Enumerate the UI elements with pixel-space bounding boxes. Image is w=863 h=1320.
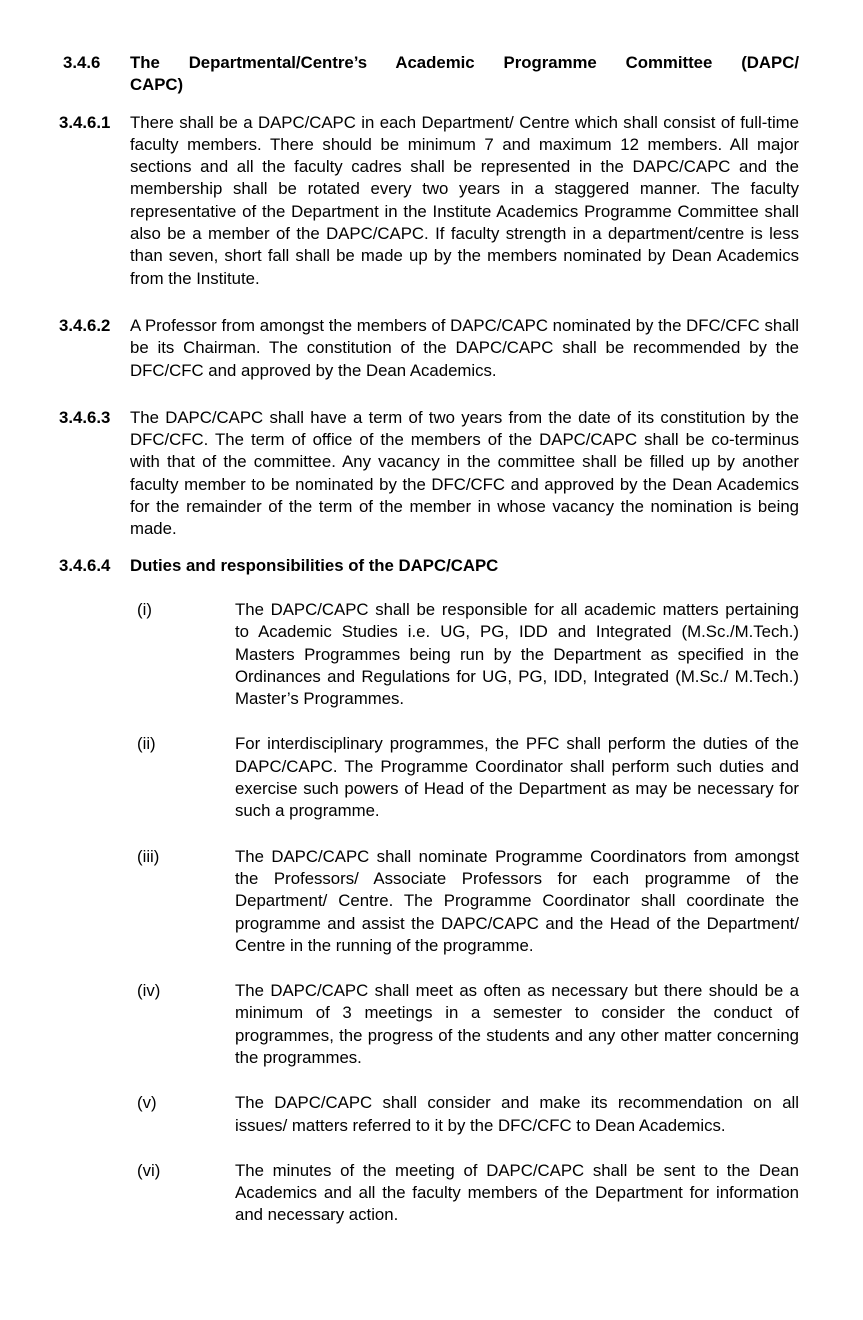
clause-number: 3.4.6.3 — [59, 407, 111, 427]
clause-number: 3.4.6.4 — [59, 555, 111, 575]
clause-number: 3.4.6.2 — [59, 315, 111, 335]
section-title-line1: The Departmental/Centre’s Academic Programme Committee (DAPC/ — [130, 53, 799, 72]
duty-item-iii — [59, 846, 799, 957]
clause-text: There shall be a DAPC/CAPC in each Department/ Centre which shall consist of full-time faculty members. There should be minimum 7 and maximum 12 members. All major sections and all the faculty cadres shall be represented in the DAPC/CAPC and the membership shall be rotated every two years in a staggered manner. The faculty representative of the Department in the Institute Academics Programme Committee shall also be a member of the DAPC/CAPC. If faculty strength in a department/centre is less than seven, short fall shall be made up by the members nominated by Dean Academics from the Institute. — [130, 112, 799, 288]
clause-3-4-6-1 — [59, 112, 799, 290]
duty-item-text: The DAPC/CAPC shall nominate Programme Coordinators from amongst the Professors/ Associate Professors for each programme of the Department/ Centre. The Programme Coordinator shall coordinate the programme and assist the DAPC/CAPC and the Head of the Department/ Centre in the running of the programme. — [235, 846, 799, 955]
duty-item-label: (i) — [137, 599, 152, 619]
clause-text: The DAPC/CAPC shall have a term of two years from the date of its constitution by the DFC/CFC. The term of office of the members of the DAPC/CAPC shall be co-terminus with that of the committee. Any vacancy in the committee shall be filled up by another faculty member to be nominated by the DFC/CFC and approved by the Dean Academics for the remainder of the term of the member in whose vacancy the nomination is being made. — [130, 407, 799, 539]
duty-item-text: The DAPC/CAPC shall be responsible for all academic matters pertaining to Academic Studies i.e. UG, PG, IDD and Integrated (M.Sc./M.Tech.) Masters Programmes being run by the Department as specified in the Ordinances and Regulations for UG, PG, IDD, Integrated (M.Sc./ M.Tech.) Master’s Programmes. — [235, 599, 799, 709]
duty-item-i — [59, 599, 799, 710]
clause-3-4-6-4-heading — [59, 555, 799, 577]
duty-item-label: (iv) — [137, 981, 161, 1001]
clause-text: A Professor from amongst the members of DAPC/CAPC nominated by the DFC/CFC shall be its Chairman. The constitution of the DAPC/CAPC shall be recommended by the DFC/CFC and approved by the Dean Academics. — [130, 315, 799, 380]
duties-heading-text: Duties and responsibilities of the DAPC/CAPC — [130, 555, 499, 575]
duty-item-vi — [59, 1160, 799, 1227]
duty-item-text: The DAPC/CAPC shall consider and make its recommendation on all issues/ matters referred to it by the DFC/CFC to Dean Academics. — [235, 1093, 799, 1135]
clause-number: 3.4.6.1 — [59, 112, 111, 132]
duty-item-text: The minutes of the meeting of DAPC/CAPC shall be sent to the Dean Academics and all the faculty members of the Department for information and necessary action. — [235, 1160, 799, 1225]
clause-3-4-6-3 — [59, 407, 799, 541]
duty-item-iv — [59, 980, 799, 1069]
duty-item-ii — [59, 733, 799, 822]
duty-item-text: For interdisciplinary programmes, the PFC shall perform the duties of the DAPC/CAPC. The Programme Coordinator shall perform such duties and exercise such powers of Head of the Department as may be necessary for such a programme. — [235, 734, 799, 821]
section-title-line2: CAPC) — [130, 75, 184, 95]
duty-item-text: The DAPC/CAPC shall meet as often as necessary but there should be a minimum of 3 meetings in a semester to consider the conduct of programmes, the progress of the students and any other matter concerning the programmes. — [235, 981, 799, 1067]
document-content — [59, 52, 799, 1227]
duty-item-label: (ii) — [137, 734, 156, 754]
section-heading — [59, 52, 799, 97]
clause-3-4-6-2 — [59, 315, 799, 382]
duty-item-label: (iii) — [137, 846, 160, 866]
duty-item-v — [59, 1092, 799, 1137]
duty-item-label: (v) — [137, 1093, 157, 1113]
section-title — [130, 52, 799, 97]
section-number: 3.4.6 — [63, 53, 101, 72]
duty-item-label: (vi) — [137, 1160, 161, 1180]
